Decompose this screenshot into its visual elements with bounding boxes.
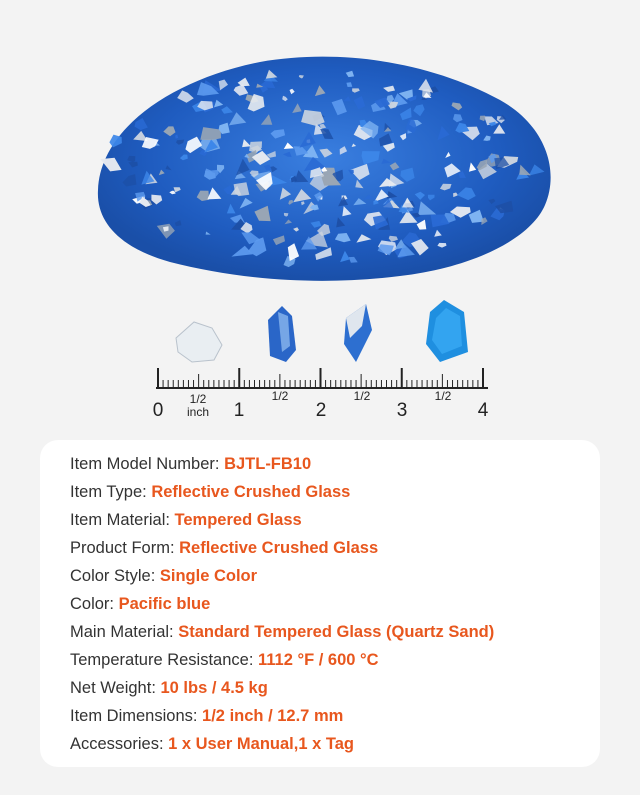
ruler-half-mark: 1/2 (271, 389, 289, 403)
spec-row-item-type (70, 482, 350, 502)
spec-label: Product Form: (70, 539, 180, 557)
spec-value: Tempered Glass (174, 511, 302, 529)
spec-label: Color Style: (70, 567, 160, 585)
spec-value: Single Color (159, 567, 258, 585)
ruler-number: 4 (477, 400, 489, 421)
spec-value: Reflective Crushed Glass (179, 539, 379, 557)
clear-glass-piece (176, 322, 222, 362)
spec-value: 1 x User Manual,1 x Tag (168, 735, 354, 753)
spec-label: Item Type: (70, 483, 152, 501)
spec-row-item-dimensions (70, 706, 343, 726)
spec-row-temperature-resistance (70, 650, 379, 670)
spec-value: Standard Tempered Glass (Quartz Sand) (178, 623, 495, 641)
spec-label: Color: (70, 595, 119, 613)
spec-label: Item Material: (70, 511, 175, 529)
blue-glass-piece-side (268, 306, 296, 362)
spec-row-color (70, 594, 210, 614)
spec-row-item-material (70, 510, 302, 530)
ruler-number: 0 (152, 400, 164, 421)
spec-label: Net Weight: (70, 679, 161, 697)
ruler-number: 3 (396, 400, 408, 421)
spec-row-accessories (70, 734, 354, 754)
spec-row-model-number (70, 454, 311, 474)
spec-row-product-form (70, 538, 378, 558)
spec-row-net-weight (70, 678, 268, 698)
glass-pile-image (98, 57, 551, 281)
ruler-number: 1 (233, 400, 245, 421)
spec-value: Reflective Crushed Glass (151, 483, 351, 501)
spec-label: Temperature Resistance: (70, 651, 259, 669)
spec-value: 1/2 inch / 12.7 mm (202, 707, 344, 725)
spec-row-main-material (70, 622, 494, 642)
spec-label: Accessories: (70, 735, 169, 753)
ruler (153, 368, 489, 421)
ruler-half-mark: 1/2 (353, 389, 371, 403)
spec-value: 1112 °F / 600 °C (258, 651, 379, 669)
spec-value: BJTL-FB10 (224, 455, 312, 473)
ruler-half-mark: 1/2 (434, 389, 452, 403)
spec-row-color-style (70, 566, 257, 586)
spec-label: Item Dimensions: (70, 707, 203, 725)
ruler-number: 2 (315, 400, 327, 421)
spec-label: Main Material: (70, 623, 179, 641)
blue-glass-piece-flat (426, 300, 468, 362)
blue-glass-piece-angled (344, 304, 372, 362)
spec-value: 10 lbs / 4.5 kg (160, 679, 268, 697)
spec-label: Item Model Number: (70, 455, 225, 473)
ruler-half-mark: 1/2 (189, 392, 207, 406)
ruler-unit-label: inch (186, 405, 210, 419)
specifications-card (40, 440, 600, 767)
spec-value: Pacific blue (118, 595, 211, 613)
